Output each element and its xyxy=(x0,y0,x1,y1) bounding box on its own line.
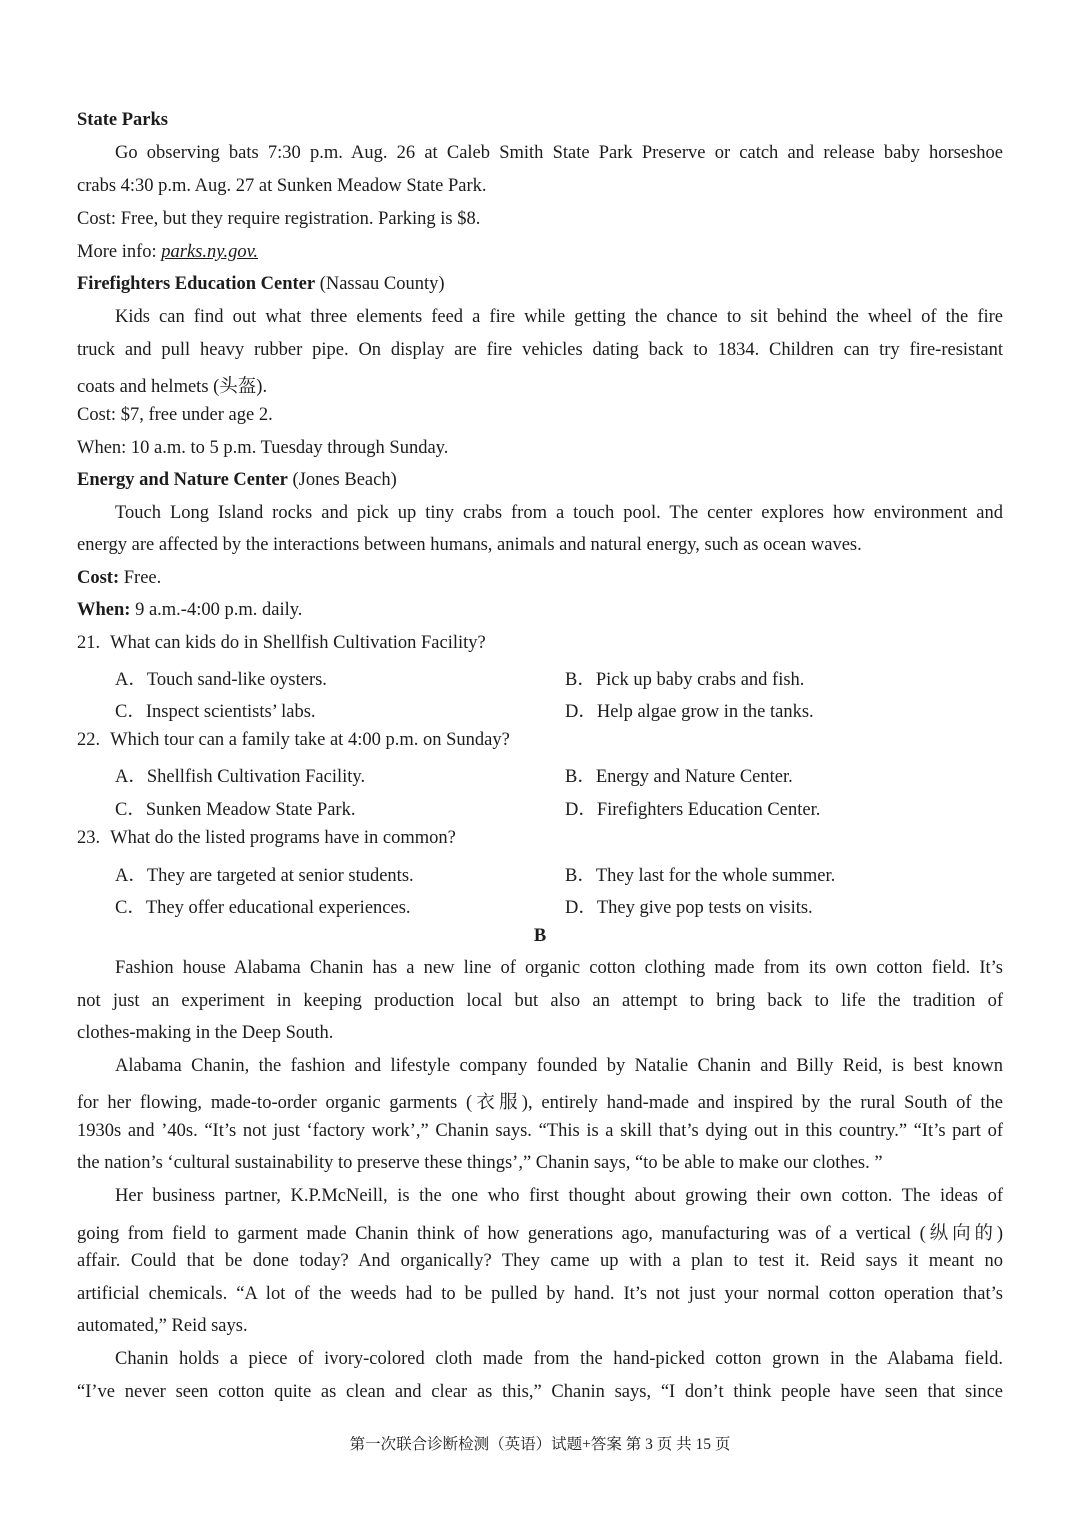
state-parks-text-line-1: Go observing bats 7:30 p.m. Aug. 26 at Caleb Smith State Park Preserve or catch and release baby horseshoe xyxy=(115,143,1003,163)
state-parks-cost: Cost: Free, but they require registration. Parking is $8. xyxy=(77,209,481,229)
q21-option-a: A．Touch sand-like oysters. xyxy=(115,670,327,690)
state-parks-text-line-2: crabs 4:30 p.m. Aug. 27 at Sunken Meadow State Park. xyxy=(77,176,487,196)
passage-b-p1-line-2: not just an experiment in keeping production local but also an attempt to bring back to life the tradition of xyxy=(77,991,1003,1011)
q22-option-b: B．Energy and Nature Center. xyxy=(565,767,793,787)
q22-option-c: C．Sunken Meadow State Park. xyxy=(115,800,356,820)
q21-option-d: D．Help algae grow in the tanks. xyxy=(565,702,814,722)
q22-option-d: D．Firefighters Education Center. xyxy=(565,800,821,820)
energy-cost-value: Free. xyxy=(119,568,162,588)
parks-link[interactable]: parks.ny.gov. xyxy=(161,242,259,262)
more-info-label: More info: xyxy=(77,242,162,262)
passage-b-p1-line-3: clothes-making in the Deep South. xyxy=(77,1023,334,1043)
passage-b-p3-line-2: going from field to garment made Chanin think of how generations ago, manufacturing was of a vertical (纵向的) xyxy=(77,1224,1003,1244)
firefighters-text-line-3: coats and helmets (头盔). xyxy=(77,377,268,397)
q23-option-d: D．They give pop tests on visits. xyxy=(565,898,813,918)
energy-when xyxy=(77,600,302,621)
passage-b-p2-line-4: the nation’s ‘cultural sustainability to preserve these things’,” Chanin says, “to be able to make our clothes. ” xyxy=(77,1153,883,1173)
passage-b-p3-line-1: Her business partner, K.P.McNeill, is the one who first thought about growing their own cotton. The ideas of xyxy=(115,1186,1003,1206)
passage-b-p4-line-2: “I’ve never seen cotton quite as clean and clear as this,” Chanin says, “I don’t think people have seen that since xyxy=(77,1382,1003,1402)
passage-b-p2-line-1: Alabama Chanin, the fashion and lifestyle company founded by Natalie Chanin and Billy Reid, is best known xyxy=(115,1056,1003,1076)
passage-b-p2-line-2: for her flowing, made-to-order organic garments (衣服), entirely hand-made and inspired by the rural South of the xyxy=(77,1093,1003,1113)
q21-option-c: C．Inspect scientists’ labs. xyxy=(115,702,316,722)
question-number: 23. xyxy=(77,828,101,848)
passage-b-p4-line-1: Chanin holds a piece of ivory-colored cloth made from the hand-picked cotton grown in the Alabama field. xyxy=(115,1349,1003,1369)
energy-cost-label: Cost: xyxy=(77,568,120,588)
question-23 xyxy=(77,828,456,849)
q21-option-b: B．Pick up baby crabs and fish. xyxy=(565,670,805,690)
question-text: What can kids do in Shellfish Cultivation Facility? xyxy=(110,633,486,653)
energy-location: (Jones Beach) xyxy=(287,470,397,490)
q22-option-a: A．Shellfish Cultivation Facility. xyxy=(115,767,366,787)
firefighters-text-line-2: truck and pull heavy rubber pipe. On display are fire vehicles dating back to 1834. Children can try fire-resistant xyxy=(77,340,1003,360)
energy-text-line-1: Touch Long Island rocks and pick up tiny crabs from a touch pool. The center explores how environment and xyxy=(115,503,1003,523)
firefighters-location: (Nassau County) xyxy=(315,274,445,294)
passage-b-p3-line-3: affair. Could that be done today? And organically? They came up with a plan to test it. Reid says it meant no xyxy=(77,1251,1003,1271)
question-number: 21. xyxy=(77,633,101,653)
firefighters-when: When: 10 a.m. to 5 p.m. Tuesday through Sunday. xyxy=(77,438,449,458)
firefighters-cost: Cost: $7, free under age 2. xyxy=(77,405,273,425)
passage-b-p2-line-3: 1930s and ’40s. “It’s not just ‘factory work’,” Chanin says. “This is a skill that’s dying out in this country.” “It’s part of xyxy=(77,1121,1003,1141)
q23-option-c: C．They offer educational experiences. xyxy=(115,898,411,918)
question-text: Which tour can a family take at 4:00 p.m. on Sunday? xyxy=(110,730,510,750)
energy-heading: Energy and Nature Center xyxy=(77,470,288,490)
passage-b-p3-line-5: automated,” Reid says. xyxy=(77,1316,248,1336)
energy-when-label: When: xyxy=(77,600,131,620)
section-b-label: B xyxy=(533,926,547,946)
q23-option-a: A．They are targeted at senior students. xyxy=(115,866,414,886)
page-footer: 第一次联合诊断检测（英语）试题+答案 第 3 页 共 15 页 xyxy=(349,1436,731,1453)
state-parks-heading: State Parks xyxy=(77,110,168,130)
firefighters-text-line-1: Kids can find out what three elements feed a fire while getting the chance to sit behind the wheel of the fire xyxy=(115,307,1003,327)
state-parks-more-info xyxy=(77,242,258,263)
passage-b-p1-line-1: Fashion house Alabama Chanin has a new line of organic cotton clothing made from its own cotton field. It’s xyxy=(115,958,1003,978)
energy-when-value: 9 a.m.-4:00 p.m. daily. xyxy=(130,600,303,620)
firefighters-heading: Firefighters Education Center xyxy=(77,274,316,294)
question-number: 22. xyxy=(77,730,101,750)
energy-text-line-2: energy are affected by the interactions between humans, animals and natural energy, such as ocean waves. xyxy=(77,535,862,555)
question-text: What do the listed programs have in common? xyxy=(110,828,456,848)
question-22 xyxy=(77,730,510,751)
firefighters-heading-line xyxy=(77,274,445,295)
passage-b-p3-line-4: artificial chemicals. “A lot of the weeds had to be pulled by hand. It’s not just your normal cotton operation that’s xyxy=(77,1284,1003,1304)
energy-heading-line xyxy=(77,470,397,491)
question-21 xyxy=(77,633,486,654)
energy-cost xyxy=(77,568,161,589)
q23-option-b: B．They last for the whole summer. xyxy=(565,866,836,886)
